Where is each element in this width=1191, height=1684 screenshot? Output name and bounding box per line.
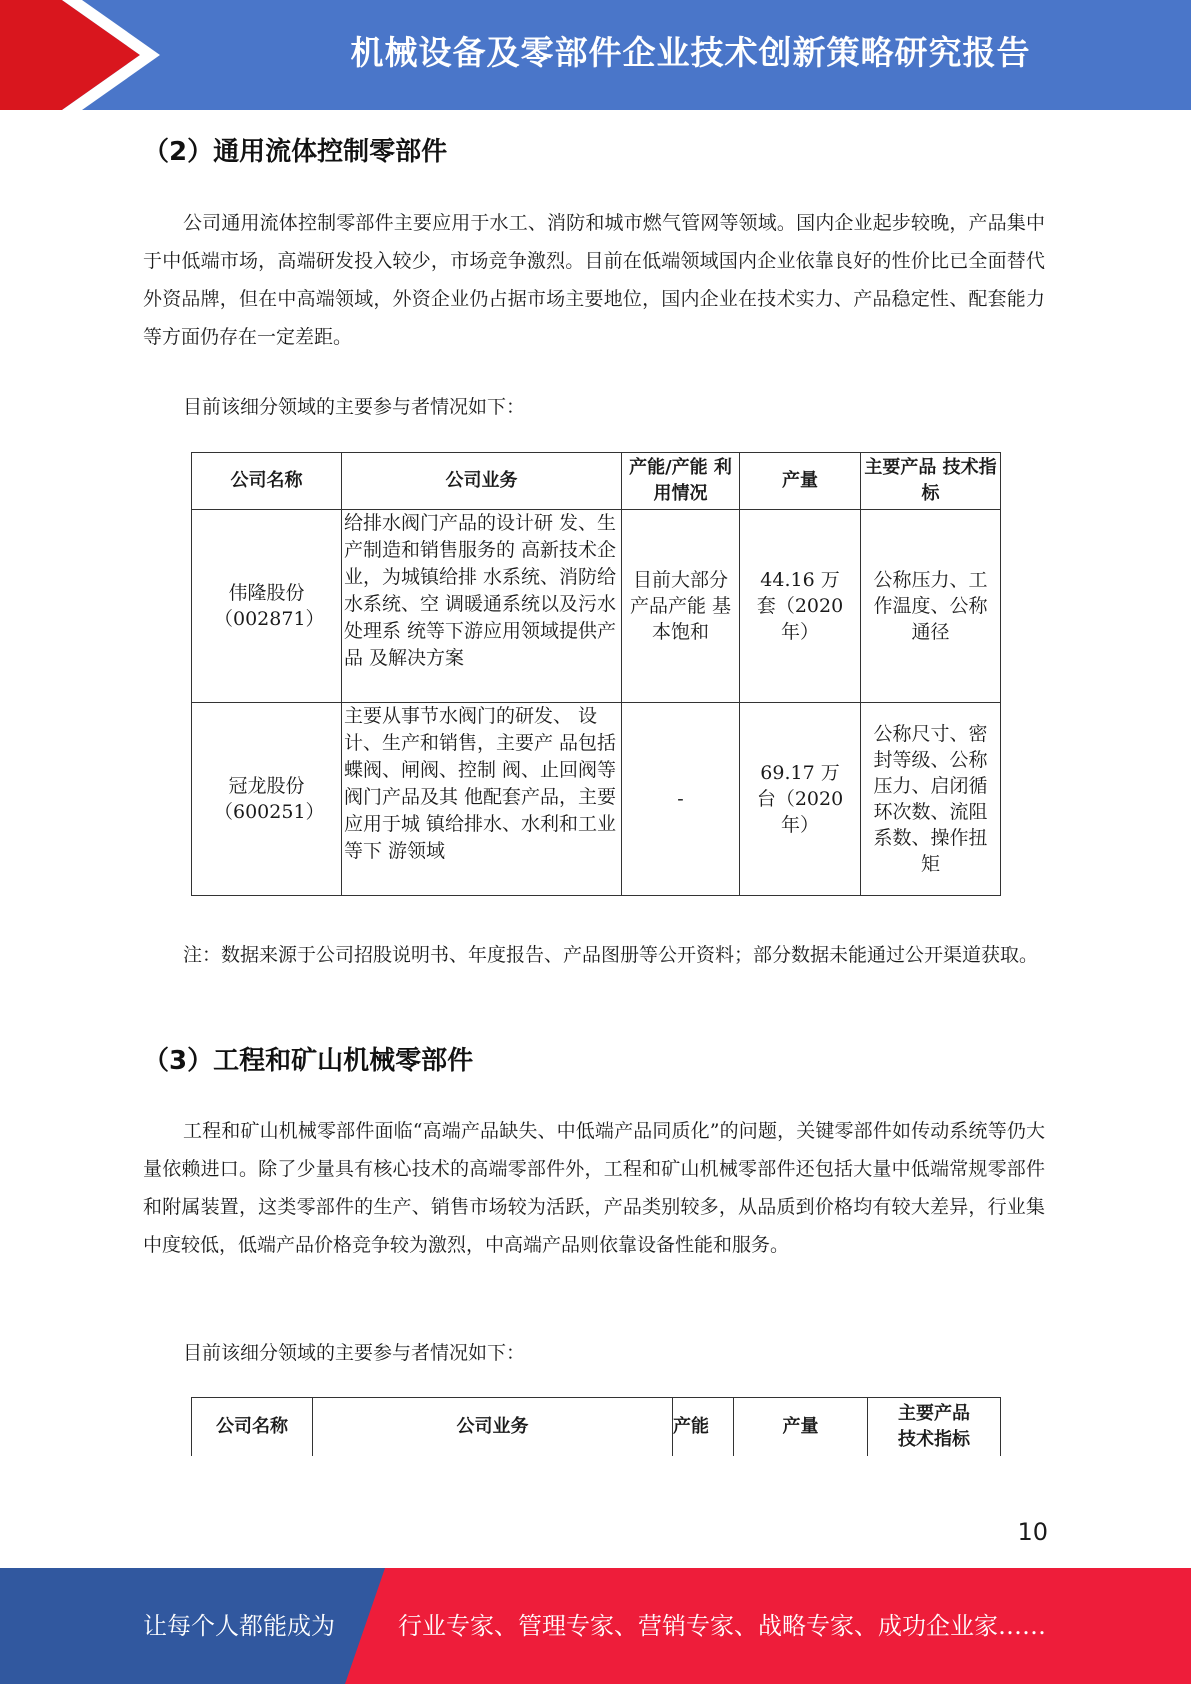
table-row bbox=[192, 703, 1001, 896]
header-company: 公司名称 bbox=[192, 453, 342, 510]
table-header-row bbox=[192, 453, 1001, 510]
header-specs: 主要产品技术指标 bbox=[868, 1398, 1001, 1456]
table-lead-text: 目前该细分领域的主要参与者情况如下： bbox=[183, 396, 526, 418]
header-business: 公司业务 bbox=[342, 453, 622, 510]
section-paragraph-fluid-control: 公司通用流体控制零部件主要应用于水工、消防和城市燃气管网等领域。国内企业起步较晚，产品集中于中低端市场，高端研发投入较少，市场竞争激烈。目前在低端领域国内企业依靠良好的性价比已全面替代外资品牌，但在中高端领域，外资企业仍占据市场主要地位，国内企业在技术实力、产品稳定性、配套能力等方面仍存在一定差距。 bbox=[143, 212, 1045, 348]
red-chevron-decoration bbox=[0, 0, 200, 110]
cell-output: 69.17 万台（2020 年） bbox=[740, 703, 861, 896]
table-header-row bbox=[192, 1398, 1001, 1456]
cell-specs: 公称尺寸、密封等级、公称压力、启闭循环次数、流阻系数、操作扭矩 bbox=[861, 703, 1001, 896]
cell-specs: 公称压力、工作温度、公称通径 bbox=[861, 510, 1001, 703]
table-lead-text-2: 目前该细分领域的主要参与者情况如下： bbox=[183, 1342, 526, 1364]
section-heading-fluid-control: （2）通用流体控制零部件 bbox=[143, 137, 448, 167]
cell-company: 冠龙股份（600251） bbox=[192, 703, 342, 896]
participants-table-fluid-control bbox=[191, 452, 1001, 896]
header-company: 公司名称 bbox=[192, 1398, 313, 1456]
participants-table-mining-machinery bbox=[191, 1397, 1001, 1456]
table-row bbox=[192, 510, 1001, 703]
header-business: 公司业务 bbox=[313, 1398, 673, 1456]
cell-output: 44.16 万套（2020 年） bbox=[740, 510, 861, 703]
section-paragraph-mining-machinery: 工程和矿山机械零部件面临“高端产品缺失、中低端产品同质化”的问题，关键零部件如传动系统等仍大量依赖进口。除了少量具有核心技术的高端零部件外，工程和矿山机械零部件还包括大量中低端常规零部件和附属装置，这类零部件的生产、销售市场较为活跃，产品类别较多，从品质到价格均有较大差异，行业集中度较低，低端产品价格竞争较为激烈，中高端产品则依靠设备性能和服务。 bbox=[143, 1120, 1045, 1256]
cell-capacity: 目前大部分产品产能 基本饱和 bbox=[622, 510, 740, 703]
footer-banner bbox=[0, 1568, 1191, 1684]
cell-capacity: - bbox=[622, 703, 740, 896]
footer-slogan-left: 让每个人都能成为 bbox=[143, 1612, 335, 1640]
header-specs: 主要产品 技术指标 bbox=[861, 453, 1001, 510]
cell-company: 伟隆股份（002871） bbox=[192, 510, 342, 703]
section-heading-mining-machinery: （3）工程和矿山机械零部件 bbox=[143, 1046, 474, 1076]
header-banner bbox=[0, 0, 1191, 110]
cell-business: 给排水阀门产品的设计研 发、生产制造和销售服务的 高新技术企业，为城镇给排 水系统、消防给水系统、空 调暖通系统以及污水处理系 统等下游应用领域提供产品 及解决方案 bbox=[342, 510, 622, 703]
header-capacity: 产能 bbox=[673, 1398, 734, 1456]
footer-slogan-right: 行业专家、管理专家、营销专家、战略专家、成功企业家…… bbox=[398, 1612, 1046, 1640]
cell-business: 主要从事节水阀门的研发、 设计、生产和销售，主要产 品包括蝶阀、闸阀、控制 阀、止回阀等阀门产品及其 他配套产品，主要应用于城 镇给排水、水利和工业等下 游领域 bbox=[342, 703, 622, 896]
page-number: 10 bbox=[1017, 1518, 1048, 1546]
table-note: 注：数据来源于公司招股说明书、年度报告、产品图册等公开资料；部分数据未能通过公开渠道获取。 bbox=[183, 944, 1039, 966]
report-title: 机械设备及零部件企业技术创新策略研究报告 bbox=[350, 33, 1031, 72]
header-capacity: 产能/产能 利用情况 bbox=[622, 453, 740, 510]
header-output: 产量 bbox=[740, 453, 861, 510]
header-output: 产量 bbox=[734, 1398, 868, 1456]
